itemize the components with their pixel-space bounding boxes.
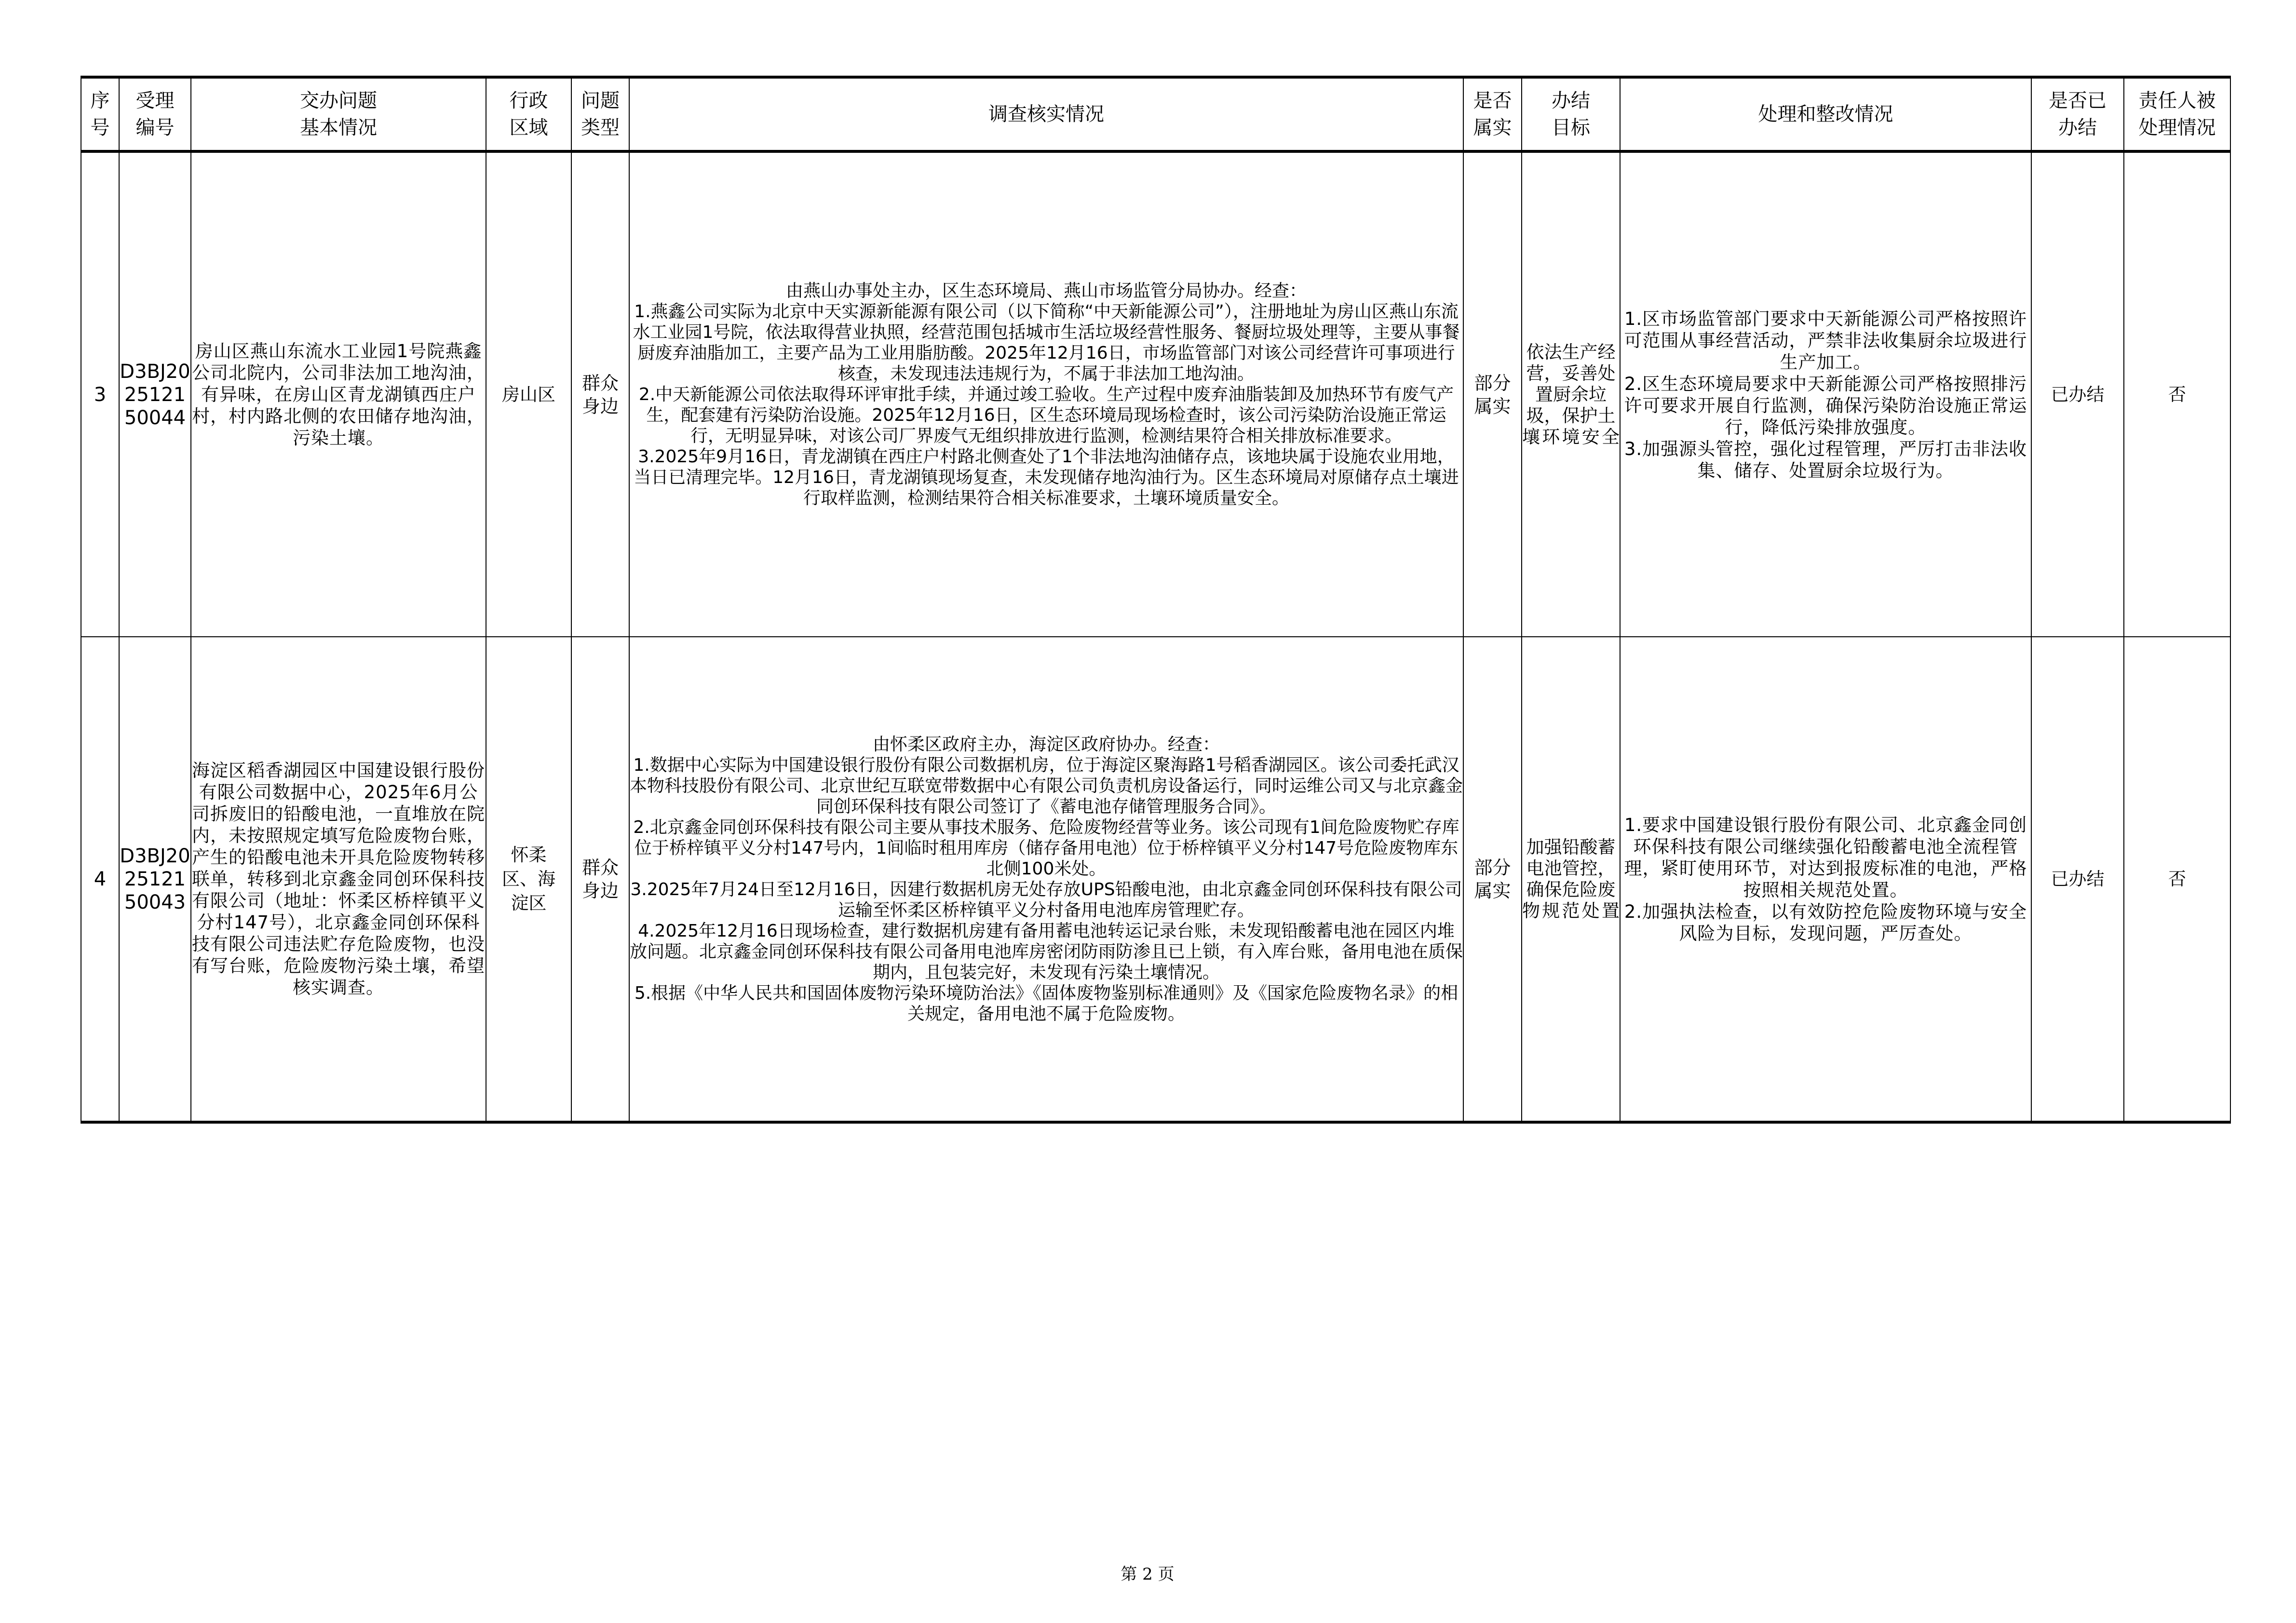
header-seq: 序号 <box>81 77 119 151</box>
header-rectification: 处理和整改情况 <box>1620 77 2031 151</box>
cell-seq: 4 <box>81 637 119 1122</box>
cell-issue: 房山区燕山东流水工业园1号院燕鑫公司北院内，公司非法加工地沟油，有异味，在房山区青龙湖镇西庄户村，村内路北侧的农田储存地沟油，污染土壤。 <box>191 151 486 637</box>
cell-issue: 海淀区稻香湖园区中国建设银行股份有限公司数据中心，2025年6月公司拆废旧的铅酸电池，一直堆放在院内，未按照规定填写危险废物台账，产生的铅酸电池未开具危险废物转移联单，转移到北京鑫金同创环保科技有限公司（地址：怀柔区桥梓镇平义分村147号），北京鑫金同创环保科技有限公司违法贮存危险废物，也没有写台账，危险废物污染土壤，希望核实调查。 <box>191 637 486 1122</box>
investigation-paragraph: 3.2025年9月16日，青龙湖镇在西庄户村路北侧查处了1个非法地沟油储存点，该地块属于设施农业用地，当日已清理完毕。12月16日，青龙湖镇现场复查，未发现储存地沟油行为。区生态环境局对原储存点土壤进行取样监测，检测结果符合相关标准要求，土壤环境质量安全。 <box>634 447 1459 508</box>
cell-goal: 加强铅酸蓄电池管控，确保危险废物规范处置 <box>1522 637 1620 1122</box>
header-issue-type: 问题类型 <box>571 77 629 151</box>
investigation-paragraph: 1.燕鑫公司实际为北京中天实源新能源有限公司（以下简称“中天新能源公司”），注册地址为房山区燕山东流水工业园1号院，依法取得营业执照，经营范围包括城市生活垃圾经营性服务、餐厨垃圾处理等，主要从事餐厨废弃油脂加工，主要产品为工业用脂肪酸。2025年12月16日，市场监管部门对该公司经营许可事项进行核查，未发现违法违规行为，不属于非法加工地沟油。 <box>633 302 1460 384</box>
cell-issue-type: 群众身边 <box>571 151 629 637</box>
investigation-paragraph: 2.中天新能源公司依法取得环评审批手续，并通过竣工验收。生产过程中废弃油脂装卸及加热环节有废气产生，配套建有污染防治设施。2025年12月16日，区生态环境局现场检查时，该公司污染防治设施正常运行，无明显异味，对该公司厂界废气无组织排放进行监测，检测结果符合相关排放标准要求。 <box>638 385 1454 446</box>
cell-receipt-no: D3BJ202512150044 <box>119 151 191 637</box>
header-verified: 是否属实 <box>1463 77 1522 151</box>
cell-rectification <box>1620 637 2031 1122</box>
rectification-item: 1.要求中国建设银行股份有限公司、北京鑫金同创环保科技有限公司继续强化铅酸蓄电池全流程管理，紧盯使用环节，对达到报废标准的电池，严格按照相关规范处置。 <box>1624 814 2027 900</box>
investigation-paragraph: 2.北京鑫金同创环保科技有限公司主要从事技术服务、危险废物经营等业务。该公司现有1间危险废物贮存库位于桥梓镇平义分村147号内，1间临时租用库房（储存备用电池）位于桥梓镇平义分村147号危险废物库东北侧100米处。 <box>633 817 1459 879</box>
header-district: 行政区域 <box>486 77 571 151</box>
cell-verified: 部分属实 <box>1463 637 1522 1122</box>
cell-district: 房山区 <box>486 151 571 637</box>
investigation-paragraph: 由怀柔区政府主办，海淀区政府协办。经查： <box>872 734 1220 754</box>
investigation-paragraph: 由燕山办事处主办，区生态环境局、燕山市场监管分局协办。经查： <box>785 281 1307 301</box>
investigation-paragraph: 3.2025年7月24日至12月16日，因建行数据机房无处存放UPS铅酸电池，由北京鑫金同创环保科技有限公司运输至怀柔区桥梓镇平义分村备用电池库房管理贮存。 <box>630 879 1462 920</box>
cell-accountability: 否 <box>2124 637 2230 1122</box>
rectification-item: 1.区市场监管部门要求中天新能源公司严格按照许可范围从事经营活动，严禁非法收集厨余垃圾进行生产加工。 <box>1624 308 2027 373</box>
cell-verified: 部分属实 <box>1463 151 1522 637</box>
cell-accountability: 否 <box>2124 151 2230 637</box>
header-receipt-no: 受理编号 <box>119 77 191 151</box>
cell-seq: 3 <box>81 151 119 637</box>
table-row <box>81 637 2230 1122</box>
table-header-row <box>81 77 2230 151</box>
cell-issue-type: 群众身边 <box>571 637 629 1122</box>
header-accountability: 责任人被处理情况 <box>2124 77 2230 151</box>
header-closed: 是否已办结 <box>2031 77 2124 151</box>
investigation-paragraph: 5.根据《中华人民共和国固体废物污染环境防治法》《固体废物鉴别标准通则》及《国家危险废物名录》的相关规定，备用电池不属于危险废物。 <box>634 983 1459 1024</box>
cell-closed: 已办结 <box>2031 637 2124 1122</box>
cell-investigation <box>629 637 1463 1122</box>
cell-receipt-no: D3BJ202512150043 <box>119 637 191 1122</box>
cell-goal: 依法生产经营，妥善处置厨余垃圾，保护土壤环境安全 <box>1522 151 1620 637</box>
page-number: 第 2 页 <box>1121 1565 1175 1584</box>
rectification-item: 3.加强源头管控，强化过程管理，严厉打击非法收集、储存、处置厨余垃圾行为。 <box>1624 438 2027 481</box>
rectification-item: 2.加强执法检查，以有效防控危险废物环境与安全风险为目标，发现问题，严厉查处。 <box>1624 901 2027 944</box>
cell-district: 怀柔区、海淀区 <box>486 637 571 1122</box>
header-investigation: 调查核实情况 <box>629 77 1463 151</box>
supervision-report-table <box>81 76 2231 1124</box>
investigation-paragraph: 4.2025年12月16日现场检查，建行数据机房建有备用蓄电池转运记录台账，未发现铅酸蓄电池在园区内堆放问题。北京鑫金同创环保科技有限公司备用电池库房密闭防雨防渗且已上锁，有入库台账，备用电池在质保期内，且包装完好，未发现有污染土壤情况。 <box>630 921 1463 982</box>
header-goal: 办结目标 <box>1522 77 1620 151</box>
cell-closed: 已办结 <box>2031 151 2124 637</box>
header-issue: 交办问题基本情况 <box>191 77 486 151</box>
investigation-paragraph: 1.数据中心实际为中国建设银行股份有限公司数据机房，位于海淀区聚海路1号稻香湖园区。该公司委托武汉本物科技股份有限公司、北京世纪互联宽带数据中心有限公司负责机房设备运行，同时运维公司又与北京鑫金同创环保科技有限公司签订了《蓄电池存储管理服务合同》。 <box>630 755 1463 817</box>
cell-investigation <box>629 151 1463 637</box>
cell-rectification <box>1620 151 2031 637</box>
rectification-item: 2.区生态环境局要求中天新能源公司严格按照排污许可要求开展自行监测，确保污染防治设施正常运行，降低污染排放强度。 <box>1624 373 2027 438</box>
table-row <box>81 151 2230 637</box>
